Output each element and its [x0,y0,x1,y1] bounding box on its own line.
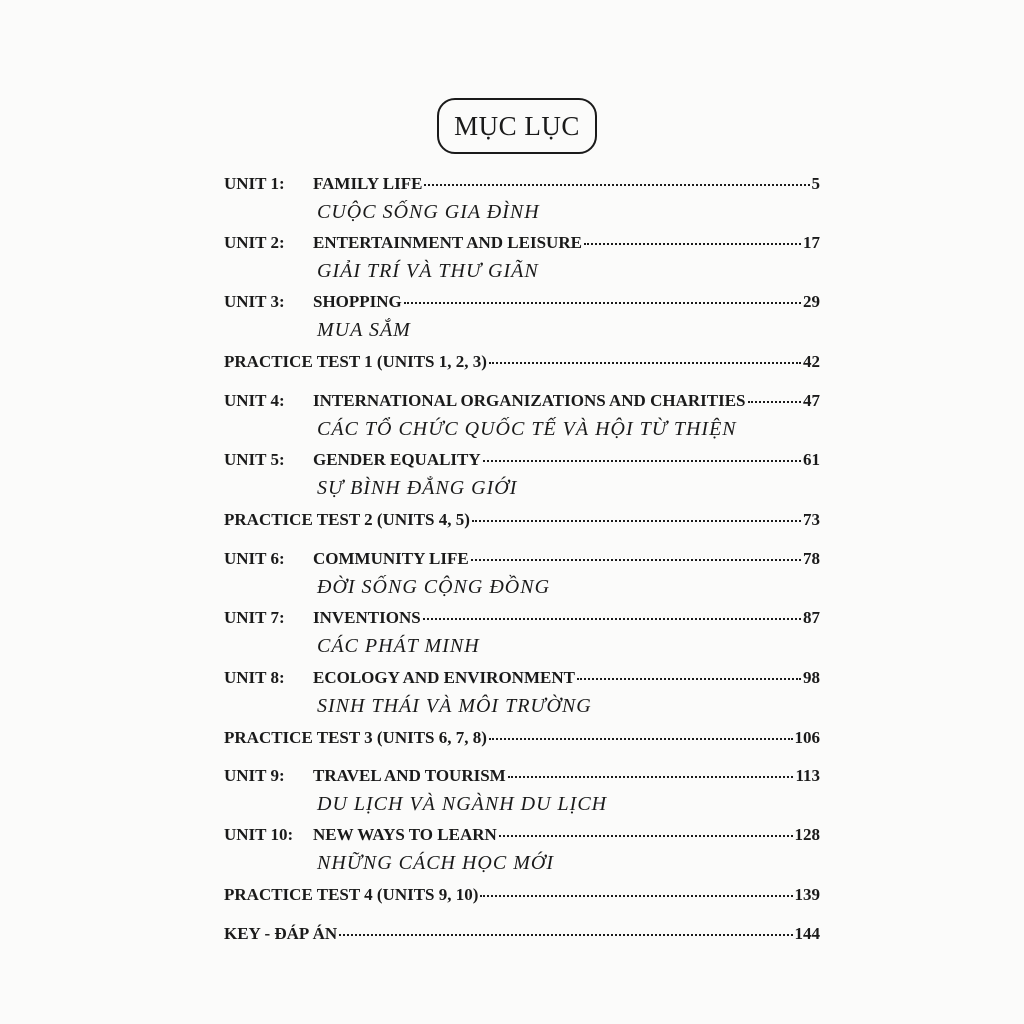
unit-title: PRACTICE TEST 3 (UNITS 6, 7, 8) [224,728,487,747]
unit-subtitle: CÁC PHÁT MINH [317,635,480,657]
dot-leader [339,934,792,936]
toc-entry-unit-10[interactable] [224,823,820,875]
page-number: 5 [811,174,820,193]
page-title: MỤC LỤC [437,98,597,154]
unit-title: PRACTICE TEST 4 (UNITS 9, 10) [224,885,479,904]
toc-entry-key[interactable] [224,922,820,946]
unit-subtitle: GIẢI TRÍ VÀ THƯ GIÃN [317,260,539,282]
unit-label: UNIT 8: [224,668,285,687]
page-number: 73 [803,510,820,529]
unit-title: TRAVEL AND TOURISM [313,766,506,785]
page-number: 139 [794,885,820,904]
dot-leader [483,460,801,462]
dot-leader [423,618,801,620]
page-number: 17 [803,233,820,252]
page-number: 29 [803,292,820,311]
unit-subtitle: CUỘC SỐNG GIA ĐÌNH [317,201,540,223]
unit-title: COMMUNITY LIFE [313,549,469,568]
page-number: 87 [803,608,820,627]
unit-subtitle: SINH THÁI VÀ MÔI TRƯỜNG [317,695,592,717]
toc-entry-unit-7[interactable] [224,606,820,658]
page-number: 78 [803,549,820,568]
unit-title: INTERNATIONAL ORGANIZATIONS AND CHARITIES [313,391,746,410]
unit-title: PRACTICE TEST 2 (UNITS 4, 5) [224,510,470,529]
unit-subtitle: ĐỜI SỐNG CỘNG ĐỒNG [317,576,551,598]
dot-leader [508,776,794,778]
page-number: 61 [803,450,820,469]
toc-entry-unit-3[interactable] [224,290,820,342]
unit-title: GENDER EQUALITY [313,450,481,469]
unit-label: UNIT 2: [224,233,285,252]
dot-leader [489,738,793,740]
unit-title: SHOPPING [313,292,402,311]
page-number: 113 [795,766,820,785]
toc-entry-unit-5[interactable] [224,448,820,500]
dot-leader [472,520,801,522]
unit-title: INVENTIONS [313,608,421,627]
unit-label: UNIT 7: [224,608,285,627]
page-number: 47 [803,391,820,410]
dot-leader [499,835,793,837]
unit-title: ECOLOGY AND ENVIRONMENT [313,668,575,687]
toc-entry-unit-2[interactable] [224,231,820,283]
unit-label: UNIT 10: [224,825,294,844]
dot-leader [748,401,802,403]
unit-label: UNIT 6: [224,549,285,568]
unit-title: ENTERTAINMENT AND LEISURE [313,233,582,252]
toc-entry-unit-4[interactable] [224,389,820,441]
page-number: 144 [794,924,820,943]
dot-leader [471,559,801,561]
unit-subtitle: DU LỊCH VÀ NGÀNH DU LỊCH [317,793,608,815]
unit-label: UNIT 5: [224,450,285,469]
unit-label: UNIT 3: [224,292,285,311]
unit-title: PRACTICE TEST 1 (UNITS 1, 2, 3) [224,352,487,371]
dot-leader [480,895,792,897]
unit-subtitle: CÁC TỔ CHỨC QUỐC TẾ VÀ HỘI TỪ THIỆN [317,418,737,440]
dot-leader [584,243,801,245]
unit-title: FAMILY LIFE [313,174,423,193]
toc-entry-practice-test-2[interactable] [224,508,820,532]
dot-leader [404,302,801,304]
dot-leader [489,362,801,364]
page-number: 98 [803,668,820,687]
dot-leader [424,184,809,186]
page-number: 128 [794,825,820,844]
toc-entry-practice-test-3[interactable] [224,726,820,750]
unit-label: UNIT 4: [224,391,285,410]
unit-title: KEY - ĐÁP ÁN [224,924,338,943]
toc-entry-unit-6[interactable] [224,547,820,599]
toc-entry-unit-8[interactable] [224,666,820,718]
unit-subtitle: NHỮNG CÁCH HỌC MỚI [317,852,554,874]
unit-subtitle: SỰ BÌNH ĐẲNG GIỚI [317,477,518,499]
page-number: 106 [794,728,820,747]
unit-label: UNIT 1: [224,174,285,193]
toc-entry-unit-1[interactable] [224,172,820,224]
toc-entry-practice-test-1[interactable] [224,350,820,374]
toc-entry-practice-test-4[interactable] [224,883,820,907]
page-number: 42 [803,352,820,371]
toc-entry-unit-9[interactable] [224,764,820,816]
dot-leader [577,678,801,680]
unit-label: UNIT 9: [224,766,285,785]
unit-subtitle: MUA SẮM [317,319,411,341]
unit-title: NEW WAYS TO LEARN [313,825,497,844]
